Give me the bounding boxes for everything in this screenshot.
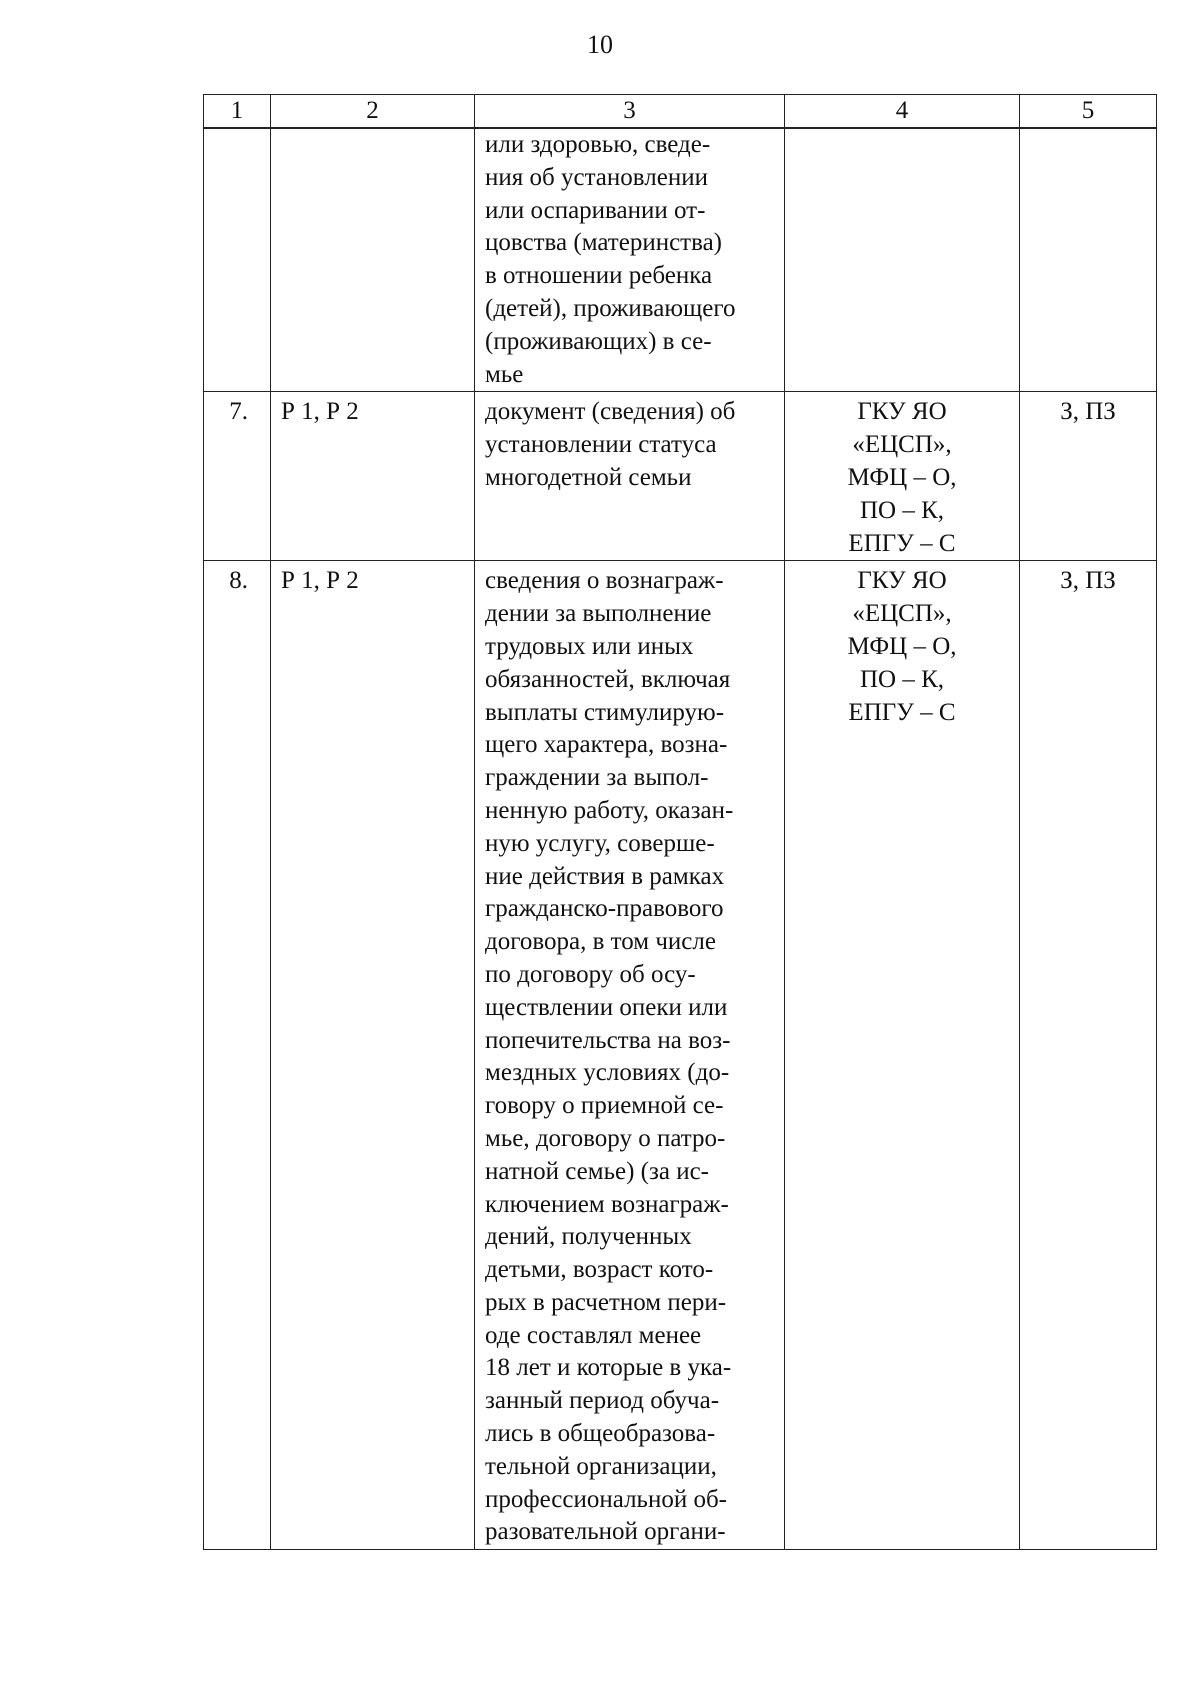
description-line: ния об установлении [485,163,708,191]
table-row [204,561,1157,1550]
column-header-5: 5 [1020,95,1157,129]
description-line: трудовых или иных [485,632,694,660]
row-number-cell: 8. [204,561,271,1550]
row-description-cell [475,128,785,392]
description-line: говору о приемной се- [485,1092,724,1120]
description-line: граждении за выпол- [485,764,709,792]
description-line: занный период обуча- [485,1387,720,1415]
source-line: ПО – К, [859,665,945,693]
description-line: мье, договору о патро- [485,1124,726,1152]
source-line: ГКУ ЯО [857,567,947,595]
description-line: ние действия в рамках [485,862,725,890]
description-line: щего характера, возна- [485,731,728,759]
row-number-cell: 7. [204,392,271,561]
table-header-row [204,95,1157,129]
description-line: рых в расчетном пери- [485,1288,727,1316]
table-row [204,392,1157,561]
description-line: цовства (материнства) [485,229,722,257]
description-line: договора, в том числе [485,928,716,956]
document-table [203,94,1157,1550]
description-line: натной семье) (за ис- [485,1157,709,1185]
description-line: попечительства на воз- [485,1026,731,1054]
description-line: тельной организации, [485,1452,717,1480]
row-description-cell [475,392,785,561]
description-line: 18 лет и которые в ука- [485,1354,732,1382]
column-header-1: 1 [204,95,271,129]
description-line: ненную работу, оказан- [485,796,734,824]
row-number-cell [204,128,271,392]
page-number: 10 [587,30,613,59]
row-sources-cell [785,392,1020,561]
description-line: (проживающих) в се- [485,327,712,355]
description-line: мездных условиях (до- [485,1059,730,1087]
row-form-cell [1020,128,1157,392]
source-line: «ЕЦСП», [852,600,952,628]
row-codes-cell [271,128,475,392]
description-line: по договору об осу- [485,960,696,988]
source-line: ПО – К, [859,496,945,524]
column-header-2: 2 [271,95,475,129]
row-form-cell: З, ПЗ [1020,561,1157,1550]
description-line: дений, полученных [485,1223,692,1251]
description-line: ществлении опеки или [485,993,728,1021]
description-line: или оспаривании от- [485,196,706,224]
source-line: ЕПГУ – С [848,529,956,557]
description-line: обязанностей, включая [485,665,731,693]
description-line: выплаты стимулирую- [485,698,725,726]
description-line: гражданско-правового [485,895,724,923]
description-line: ключением вознаграж- [485,1190,729,1218]
source-line: МФЦ – О, [847,463,957,491]
row-sources-cell [785,561,1020,1550]
row-form-cell: З, ПЗ [1020,392,1157,561]
column-header-3: 3 [475,95,785,129]
description-line: профессиональной об- [485,1485,727,1513]
row-description-cell [475,561,785,1550]
source-line: ГКУ ЯО [857,398,947,426]
description-line: ную услугу, соверше- [485,829,715,857]
source-line: ЕПГУ – С [848,698,956,726]
description-line: лись в общеобразова- [485,1420,716,1448]
description-line: мье [485,360,524,388]
row-codes-cell: Р 1, Р 2 [271,392,475,561]
description-line: или здоровью, сведе- [485,131,711,158]
row-sources-cell [785,128,1020,392]
description-line: детьми, возраст кото- [485,1256,714,1284]
description-line: дении за выполнение [485,600,712,628]
description-line: сведения о вознаграж- [485,567,724,595]
description-line: разовательной органи- [485,1518,726,1546]
row-codes-cell: Р 1, Р 2 [271,561,475,1550]
source-line: МФЦ – О, [847,632,957,660]
description-line: документ (сведения) об [485,398,736,426]
source-line: «ЕЦСП», [852,431,952,459]
table-row [204,128,1157,392]
description-line: оде составлял менее [485,1321,702,1349]
description-line: многодетной семьи [485,463,692,491]
description-line: в отношении ребенка [485,262,713,290]
description-line: установлении статуса [485,431,717,459]
description-line: (детей), проживающего [485,294,736,322]
column-header-4: 4 [785,95,1020,129]
